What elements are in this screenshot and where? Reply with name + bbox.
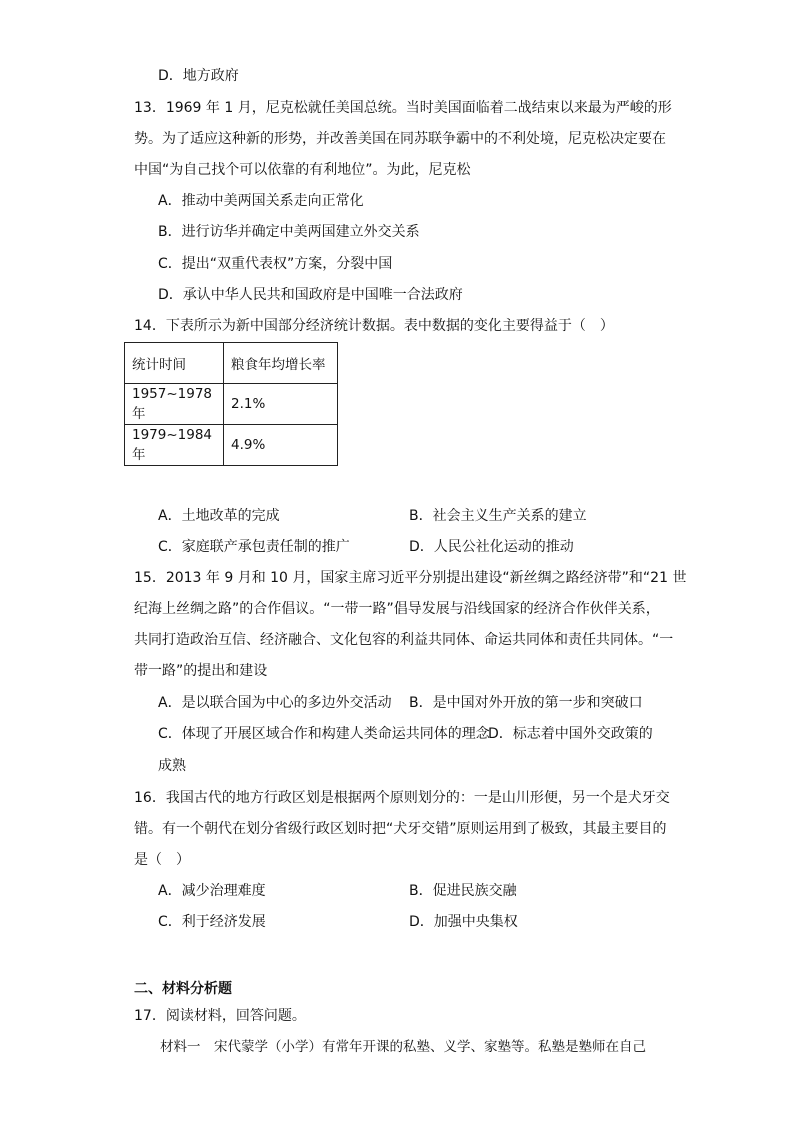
q15-stem-line-1: 15．2013 年 9 月和 10 月，国家主席习近平分别提出建设“新丝绸之路经济带”和“21 世 [134,570,687,586]
q14-option-d: D．人民公社化运动的推动 [409,539,574,555]
q13-option-b: B．进行访华并确定中美两国建立外交关系 [158,224,420,240]
table-header-row [125,343,338,384]
q15-stem-line-3: 共同打造政治互信、经济融合、文化包容的利益共同体、命运共同体和责任共同体。“一 [134,632,674,648]
q15-option-d: D．标志着中国外交政策的 [488,726,653,742]
q13-stem-line-2: 势。为了适应这种新的形势，并改善美国在同苏联争霸中的不利处境，尼克松决定要在 [134,131,666,147]
q15-option-c: C．体现了开展区域合作和构建人类命运共同体的理念 [158,726,490,742]
q17-stem: 17．阅读材料，回答问题。 [134,1008,306,1024]
q14-option-c: C．家庭联产承包责任制的推广 [158,539,350,555]
q15-stem-line-2: 纪海上丝绸之路”的合作倡议。“一带一路”倡导发展与沿线国家的经济合作伙伴关系， [134,601,660,617]
q16-stem-line-2: 错。有一个朝代在划分省级行政区划时把“犬牙交错”原则运用到了极致，其最主要目的 [134,821,667,837]
table-cell: 4.9% [224,425,338,466]
q16-stem-line-3: 是（ ） [134,852,190,868]
q16-option-c: C．利于经济发展 [158,914,266,930]
q16-stem-line-1: 16．我国古代的地方行政区划是根据两个原则划分的：一是山川形便，另一个是犬牙交 [134,790,670,806]
q13-option-d: D．承认中华人民共和国政府是中国唯一合法政府 [158,287,463,303]
q14-option-a: A．土地改革的完成 [158,508,280,524]
table-header-cell: 粮食年均增长率 [224,343,338,384]
q15-stem-line-4: 带一路”的提出和建设 [134,663,268,679]
section-title: 二、材料分析题 [134,981,232,997]
q17-material-line-1: 材料一 宋代蒙学（小学）有常年开课的私塾、义学、家塾等。私塾是塾师在自己 [160,1039,646,1055]
q13-stem-line-1: 13．1969 年 1 月，尼克松就任美国总统。当时美国面临着二战结束以来最为严峻的形 [134,100,672,116]
q14-option-b: B．社会主义生产关系的建立 [409,508,587,524]
q13-stem-line-3: 中国“为自己找个可以依靠的有利地位”。为此，尼克松 [134,162,471,178]
table-header-cell: 统计时间 [125,343,224,384]
table-row [125,384,338,425]
q12-option-d: D．地方政府 [158,68,239,84]
q15-option-d-continued: 成熟 [158,758,186,774]
q15-option-b: B．是中国对外开放的第一步和突破口 [409,695,643,711]
table-row [125,425,338,466]
q16-option-d: D．加强中央集权 [409,914,518,930]
table-cell: 1979~1984 年 [125,425,224,466]
q14-statistics-table [124,342,338,466]
table-cell: 2.1% [224,384,338,425]
q14-stem: 14．下表所示为新中国部分经济统计数据。表中数据的变化主要得益于（ ） [134,318,614,334]
q16-option-a: A．减少治理难度 [158,883,266,899]
q13-option-c: C．提出“双重代表权”方案，分裂中国 [158,256,393,272]
q16-option-b: B．促进民族交融 [409,883,517,899]
q15-option-a: A．是以联合国为中心的多边外交活动 [158,695,392,711]
q13-option-a: A．推动中美两国关系走向正常化 [158,193,364,209]
table-cell: 1957~1978 年 [125,384,224,425]
